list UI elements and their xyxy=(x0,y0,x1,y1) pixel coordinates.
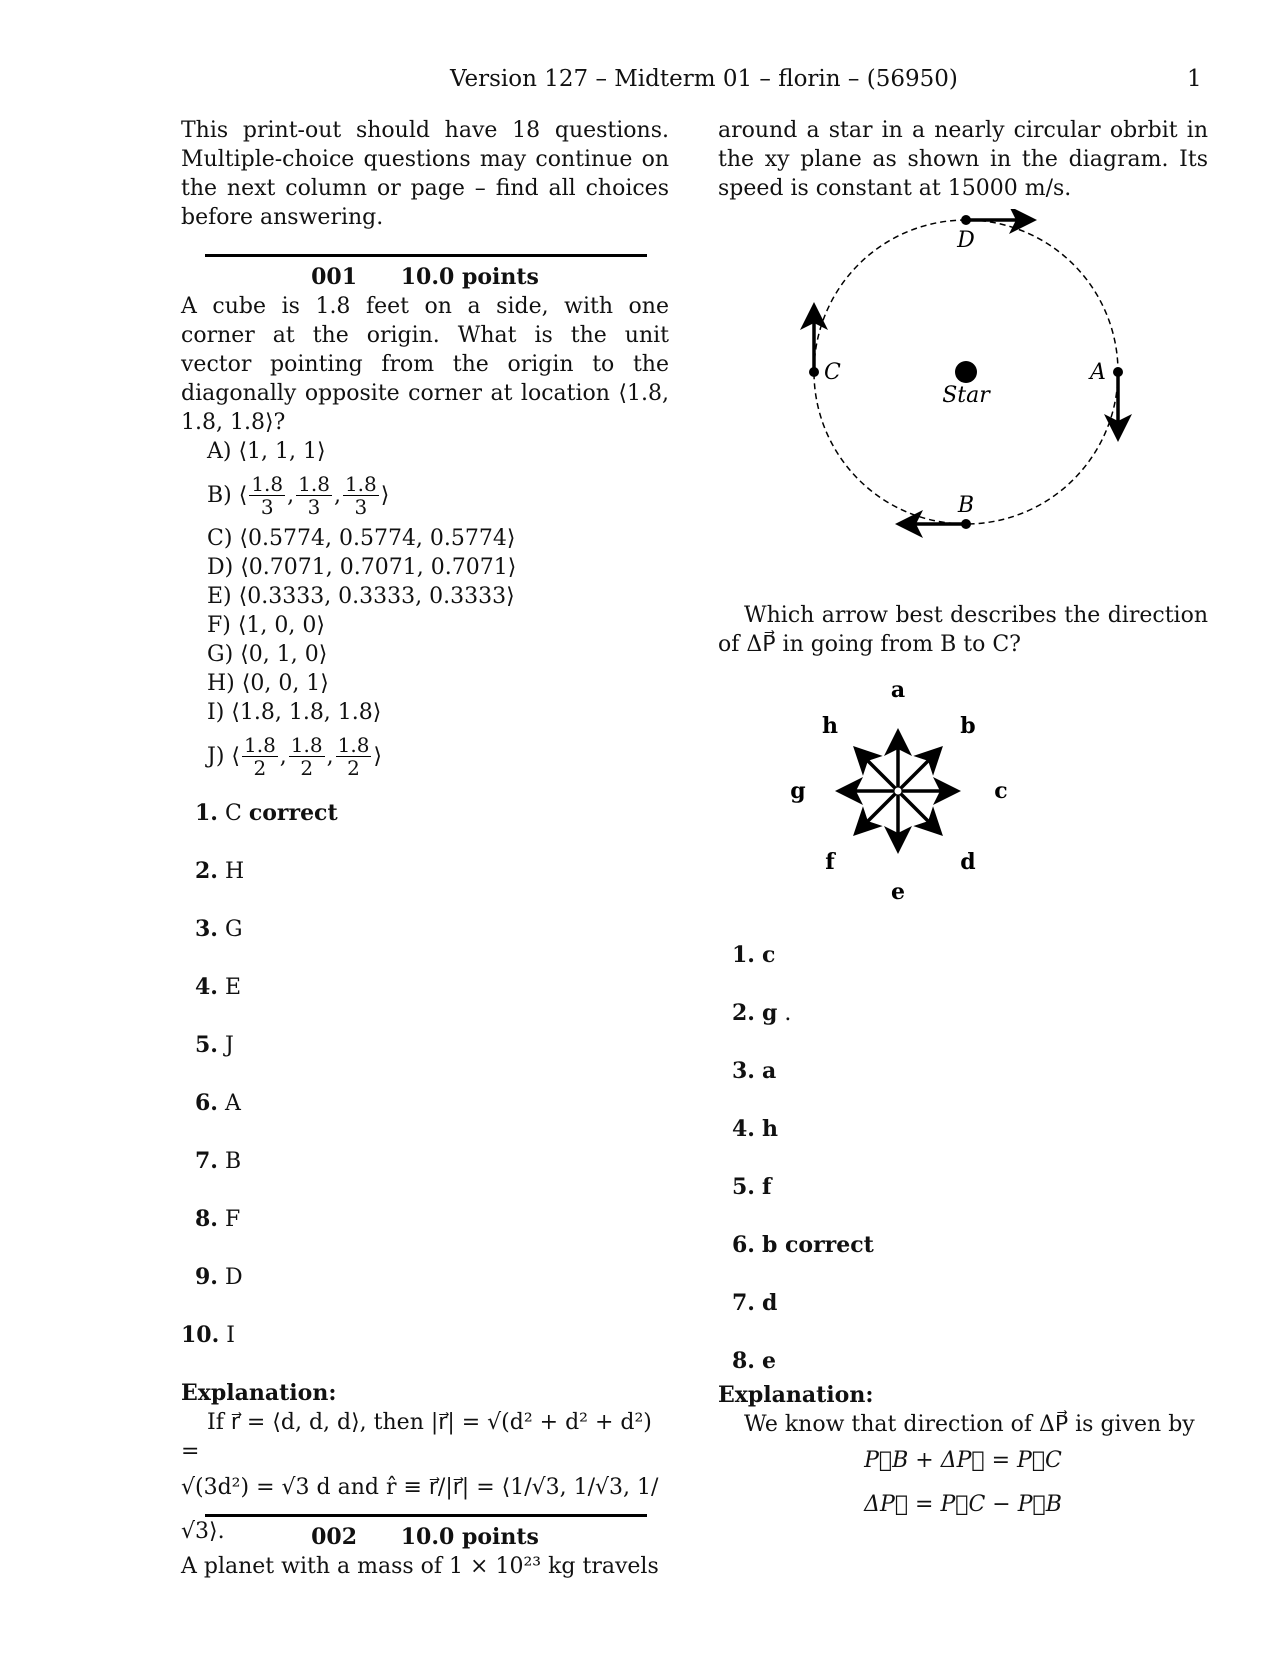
answer-value: f xyxy=(761,1174,772,1200)
choice-g: G) ⟨0, 1, 0⟩ xyxy=(207,642,328,667)
answer-value: A xyxy=(224,1091,241,1116)
q1-text: A cube is 1.8 feet on a side, with one corner at the origin. What is the unit vector pointing from the origin to the diagonally opposite corner at location ⟨1.8, 1.8, 1.8⟩? xyxy=(181,294,669,435)
arrow-d xyxy=(898,791,938,831)
label-f: f xyxy=(825,849,835,875)
numerator: 1.8 xyxy=(298,471,330,496)
answer-option[interactable] xyxy=(195,1263,669,1321)
answer-value: a xyxy=(761,1058,777,1084)
choice-c: C) ⟨0.5774, 0.5774, 0.5774⟩ xyxy=(207,526,516,551)
answer-option[interactable] xyxy=(732,1057,1208,1115)
answer-number: 8. xyxy=(195,1206,218,1232)
orbit-diagram xyxy=(718,209,1208,549)
answer-number: 2. xyxy=(195,858,218,884)
fraction xyxy=(242,734,278,779)
left-column xyxy=(181,116,669,1581)
choice-h: H) ⟨0, 0, 1⟩ xyxy=(207,671,329,696)
answer-number: 10. xyxy=(181,1322,220,1348)
answer-value: c xyxy=(761,942,776,968)
choice-j-prefix: J) ⟨ xyxy=(207,743,240,769)
arrow-b xyxy=(898,751,938,791)
answer-value: G xyxy=(224,917,243,942)
label-e: e xyxy=(891,879,905,905)
q2-text-cont: around a star in a nearly circular obrbit in the xy plane as shown in the diagram. Its speed is constant at 15000 m/s. xyxy=(718,118,1208,201)
choice-i: I) ⟨1.8, 1.8, 1.8⟩ xyxy=(207,700,382,725)
q1-explanation-line1: If r⃗ = ⟨d, d, d⟩, then |r⃗| = √(d² + d² + d²) = xyxy=(181,1410,652,1464)
answer-option[interactable] xyxy=(195,1205,669,1263)
question-divider xyxy=(205,1514,647,1517)
label-c: c xyxy=(994,778,1008,804)
numerator: 1.8 xyxy=(337,732,370,757)
q2-points: 10.0 points xyxy=(400,1524,539,1550)
answer-number: 4. xyxy=(732,1116,755,1142)
star-label: Star xyxy=(942,383,990,408)
fraction xyxy=(336,734,372,779)
q2-text-start: A planet with a mass of 1 × 10²³ kg travels xyxy=(181,1554,659,1579)
right-column xyxy=(718,116,1208,1527)
numerator: 1.8 xyxy=(290,732,323,757)
fraction xyxy=(296,473,332,518)
correct-marker: correct xyxy=(248,800,338,826)
answer-number: 1. xyxy=(195,800,218,826)
answer-option[interactable] xyxy=(181,1321,669,1379)
answer-number: 3. xyxy=(732,1058,755,1084)
answer-number: 8. xyxy=(732,1348,755,1374)
label-c: C xyxy=(824,360,841,385)
answer-option[interactable] xyxy=(195,1031,669,1089)
answer-number: 5. xyxy=(195,1032,218,1058)
label-b: B xyxy=(957,493,975,518)
denominator: 2 xyxy=(347,755,360,780)
answer-option[interactable] xyxy=(195,915,669,973)
q1-choices xyxy=(207,437,669,785)
answer-value: E xyxy=(224,975,242,1000)
answer-option[interactable] xyxy=(195,857,669,915)
q2-number: 002 xyxy=(311,1524,358,1550)
answer-value: D xyxy=(224,1265,243,1290)
q2-answers xyxy=(718,941,1208,1381)
compass-center xyxy=(894,787,902,795)
q1-points: 10.0 points xyxy=(400,264,539,290)
answer-option[interactable] xyxy=(732,1173,1208,1231)
choice-b: B) ⟨ $\frac{1.8}{3}$ , $\frac{1.8}{3}$ , $\frac{1.8}{3}$ ⟩ xyxy=(207,471,390,519)
answer-value: d xyxy=(761,1290,778,1316)
arrow-f xyxy=(858,791,898,831)
answer-value: H xyxy=(224,859,245,884)
answer-option[interactable] xyxy=(732,941,1208,999)
denominator: 3 xyxy=(260,494,274,519)
answer-option[interactable] xyxy=(732,1115,1208,1173)
label-a: a xyxy=(890,677,906,703)
denominator: 3 xyxy=(354,494,368,519)
fraction xyxy=(249,473,285,518)
question-divider xyxy=(205,254,647,257)
answer-option[interactable] xyxy=(732,999,1208,1057)
label-g: g xyxy=(790,778,806,804)
denominator: 3 xyxy=(307,494,321,519)
numerator: 1.8 xyxy=(251,471,284,496)
answer-mark: . xyxy=(784,1001,792,1026)
label-a: A xyxy=(1090,360,1106,385)
label-h: h xyxy=(822,713,838,739)
answer-value: b correct xyxy=(761,1232,874,1258)
answer-value: B xyxy=(224,1149,242,1174)
answer-number: 3. xyxy=(195,916,218,942)
answer-value: C xyxy=(224,801,242,826)
q2-header xyxy=(181,1523,669,1552)
denominator: 2 xyxy=(300,755,314,780)
answer-number: 4. xyxy=(195,974,218,1000)
denominator: 2 xyxy=(253,755,267,780)
answer-number: 7. xyxy=(195,1148,218,1174)
label-d: D xyxy=(957,228,975,253)
label-b: b xyxy=(960,713,976,739)
answer-option[interactable] xyxy=(732,1289,1208,1347)
answer-number: 9. xyxy=(195,1264,218,1290)
answer-value: F xyxy=(224,1207,241,1232)
answer-value: g xyxy=(761,1000,778,1026)
q1-explanation-line2: √(3d²) = √3 d and r̂ ≡ r⃗/|r⃗| = ⟨1/√3, 1/√3, 1/√3⟩. xyxy=(181,1475,659,1544)
choice-d: D) ⟨0.7071, 0.7071, 0.7071⟩ xyxy=(207,555,517,580)
answer-option[interactable] xyxy=(732,1231,1208,1289)
answer-option[interactable] xyxy=(732,1347,1208,1381)
q1-number: 001 xyxy=(311,264,358,290)
answer-option[interactable] xyxy=(195,973,669,1031)
q2-explanation-text: We know that direction of ΔP⃗ is given by xyxy=(744,1412,1195,1437)
fraction xyxy=(289,734,325,779)
direction-compass xyxy=(718,671,1208,911)
page-number: 1 xyxy=(1187,66,1202,92)
answer-number: 1. xyxy=(732,942,755,968)
answer-number: 6. xyxy=(195,1090,218,1116)
numerator: 1.8 xyxy=(344,471,377,496)
equation-1: P⃗B + ΔP⃗ = P⃗C xyxy=(864,1448,1062,1473)
choice-a: A) ⟨1, 1, 1⟩ xyxy=(207,439,326,464)
answer-number: 6. xyxy=(732,1232,755,1258)
q2-explanation-label: Explanation: xyxy=(718,1382,874,1408)
q2-question: Which arrow best describes the direction of ΔP⃗ in going from B to C? xyxy=(718,603,1208,657)
numerator: 1.8 xyxy=(243,732,276,757)
q1-header xyxy=(181,263,669,292)
answer-value: J xyxy=(224,1033,234,1058)
choice-b-prefix: B) ⟨ xyxy=(207,482,248,508)
q1-explanation-label: Explanation: xyxy=(181,1380,337,1406)
answer-option[interactable] xyxy=(195,1089,669,1147)
answer-option[interactable] xyxy=(195,1147,669,1205)
answer-value: h xyxy=(761,1116,778,1142)
q1-answers xyxy=(181,799,669,1379)
answer-value: e xyxy=(761,1348,776,1374)
answer-value: I xyxy=(226,1323,235,1348)
answer-number: 7. xyxy=(732,1290,755,1316)
header-title: Version 127 – Midterm 01 – florin – (56950) xyxy=(450,66,958,92)
star-dot xyxy=(955,361,977,383)
answer-option[interactable] xyxy=(195,799,669,857)
fraction xyxy=(343,473,379,518)
equation-2: ΔP⃗ = P⃗C − P⃗B xyxy=(864,1492,1062,1517)
choice-e: E) ⟨0.3333, 0.3333, 0.3333⟩ xyxy=(207,584,515,609)
intro-text: This print-out should have 18 questions. Multiple-choice questions may continue on the next column or page – find all choices before answering. xyxy=(181,118,669,230)
answer-number: 2. xyxy=(732,1000,755,1026)
choice-f: F) ⟨1, 0, 0⟩ xyxy=(207,613,325,638)
label-d: d xyxy=(960,849,976,875)
arrow-h xyxy=(858,751,898,791)
choice-j: J) ⟨ $\frac{1.8}{2}$ , $\frac{1.8}{2}$ , $\frac{1.8}{2}$ ⟩ xyxy=(207,732,383,780)
answer-number: 5. xyxy=(732,1174,755,1200)
